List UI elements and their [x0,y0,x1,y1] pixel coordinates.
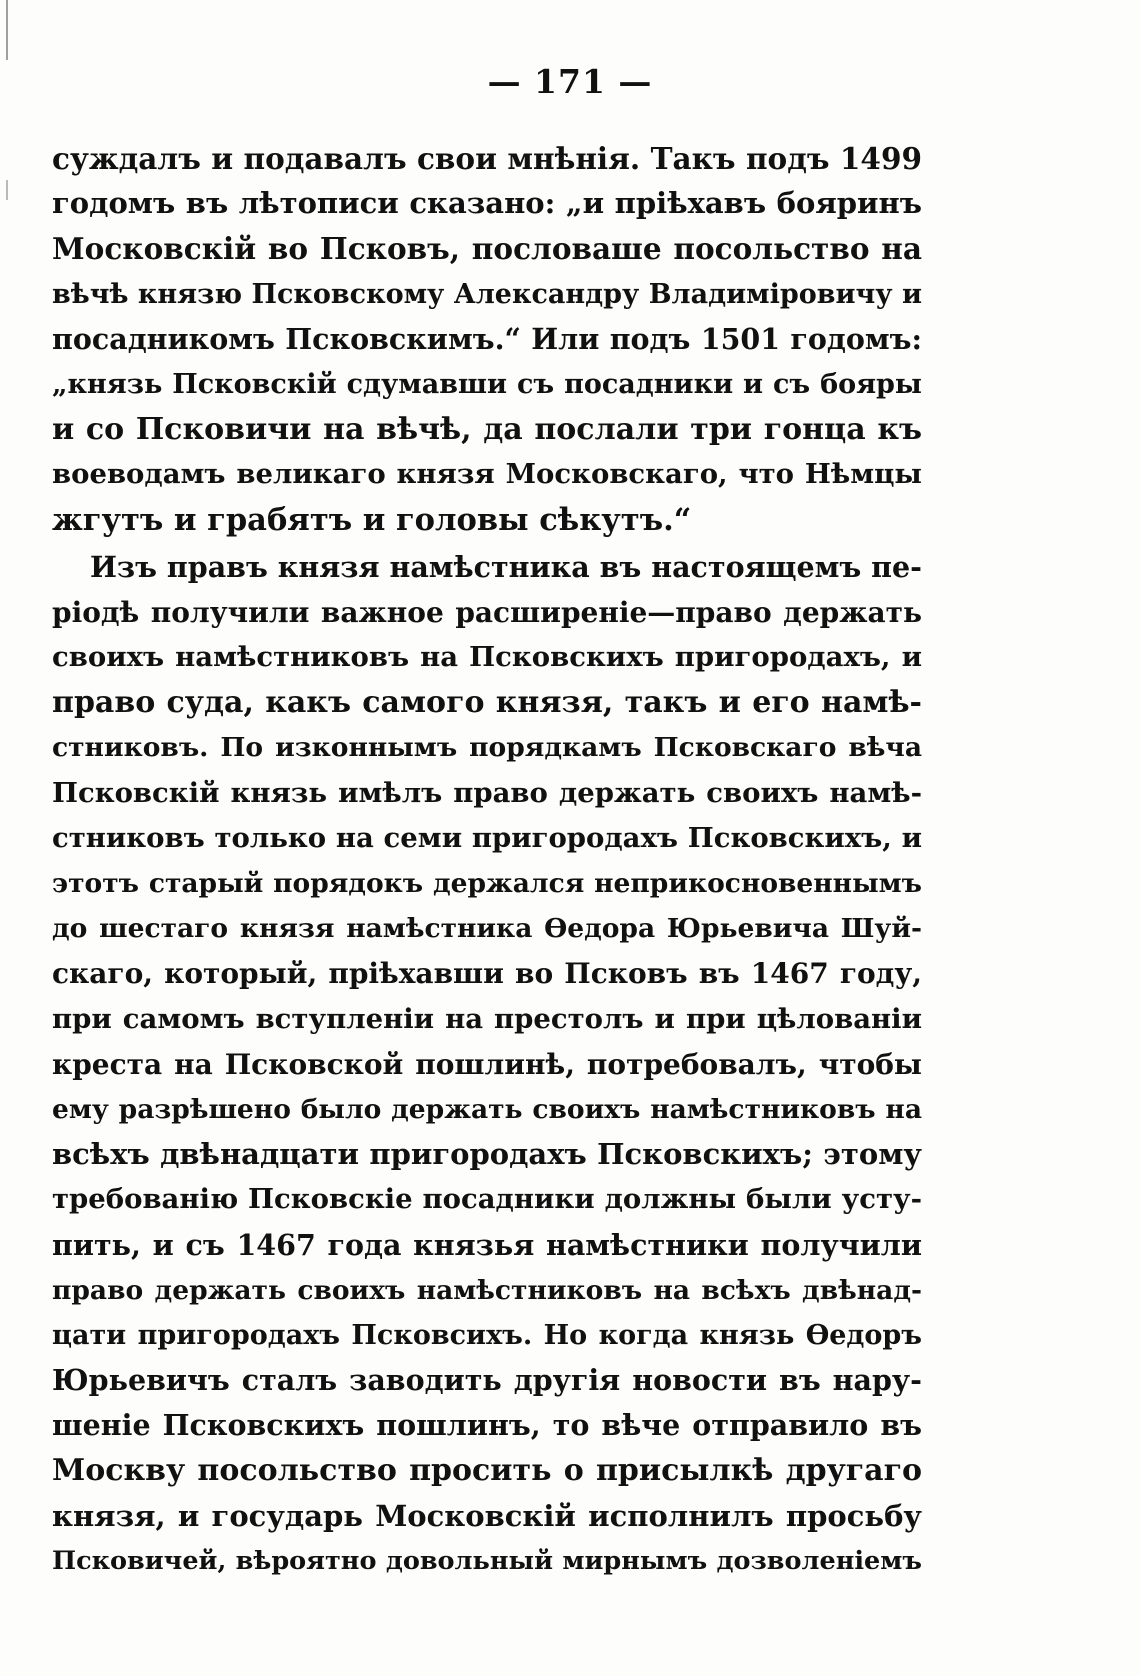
text-line: требованію Псковскіе посадники должны были усту- [52,1183,922,1216]
text-line: креста на Псковской пошлинѣ, потребовалъ, чтобы [52,1047,922,1081]
text-line: этотъ старый порядокъ держался неприкосновеннымъ [52,868,922,899]
text-line: цати пригородахъ Псковсихъ. Но когда князь Өедоръ [52,1319,922,1351]
page-number: — 171 — [487,62,653,101]
text-line: скаго, который, пріѣхавши во Псковъ въ 1467 году, [52,957,922,991]
text-line: жгутъ и грабятъ и головы сѣкутъ.“ [52,501,692,538]
text-line: князя, и государь Московскій исполнилъ просьбу [52,1498,922,1533]
text-line: Московскій во Псковъ, пословаше посольство на [52,231,922,267]
text-line: вѣчѣ князю Псковскому Александру Владиміровичу и [52,278,922,310]
text-line: годомъ въ лѣтописи сказано: „и пріѣхавъ бояринъ [52,186,922,221]
text-line: всѣхъ двѣнадцати пригородахъ Псковскихъ; этому [52,1137,922,1172]
text-line: ему разрѣшено было держать своихъ намѣстниковъ на [52,1093,922,1125]
text-line: пить, и съ 1467 года князья намѣстники получили [52,1227,922,1262]
text-line: воеводамъ великаго князя Московскаго, что Нѣмцы [52,458,922,491]
text-line: стниковъ только на семи пригородахъ Псковскихъ, и [52,821,922,854]
text-line: Псковичей, вѣроятно довольный мирнымъ дозволеніемъ [52,1545,922,1576]
text-line: Псковскій князь имѣлъ право держать своихъ намѣ- [52,776,922,809]
text-line: посадникомъ Псковскимъ.“ Или подъ 1501 годомъ: [52,321,922,356]
text-line: право держать своихъ намѣстниковъ на всѣхъ двѣнад- [52,1274,922,1306]
text-line: суждалъ и подавалъ свои мнѣнія. Такъ подъ 1499 [52,141,922,176]
text-line: до шестаго князя намѣстника Өедора Юрьевича Шуй- [52,913,922,945]
text-line: право суда, какъ самого князя, такъ и его намѣ- [52,685,922,721]
text-line: Изъ правъ князя намѣстника въ настоящемъ пе- [90,549,922,584]
text-line: „князь Псковскій сдумавши съ посадники и съ бояры [52,368,922,400]
text-line: и со Псковичи на вѣчѣ, да послали три гонца къ [52,412,922,448]
body-text [52,136,922,1584]
text-line: Юрьевичъ сталъ заводить другія новости въ нару- [52,1363,922,1398]
text-line: шеніе Псковскихъ пошлинъ, то вѣче отправило въ [52,1408,922,1443]
text-line: ріодѣ получили важное расширеніе—право держать [52,595,922,629]
scan-edge-shadow [6,0,8,1676]
text-line: своихъ намѣстниковъ на Псковскихъ пригородахъ, и [52,641,922,674]
text-line: стниковъ. По изконнымъ порядкамъ Псковскаго вѣча [52,732,922,764]
text-line: Москву посольство просить о присылкѣ другаго [52,1453,922,1489]
text-line: при самомъ вступленіи на престолъ и при цѣлованіи [52,1002,922,1035]
paragraph-2 [52,545,922,1584]
paragraph-1 [52,136,922,543]
